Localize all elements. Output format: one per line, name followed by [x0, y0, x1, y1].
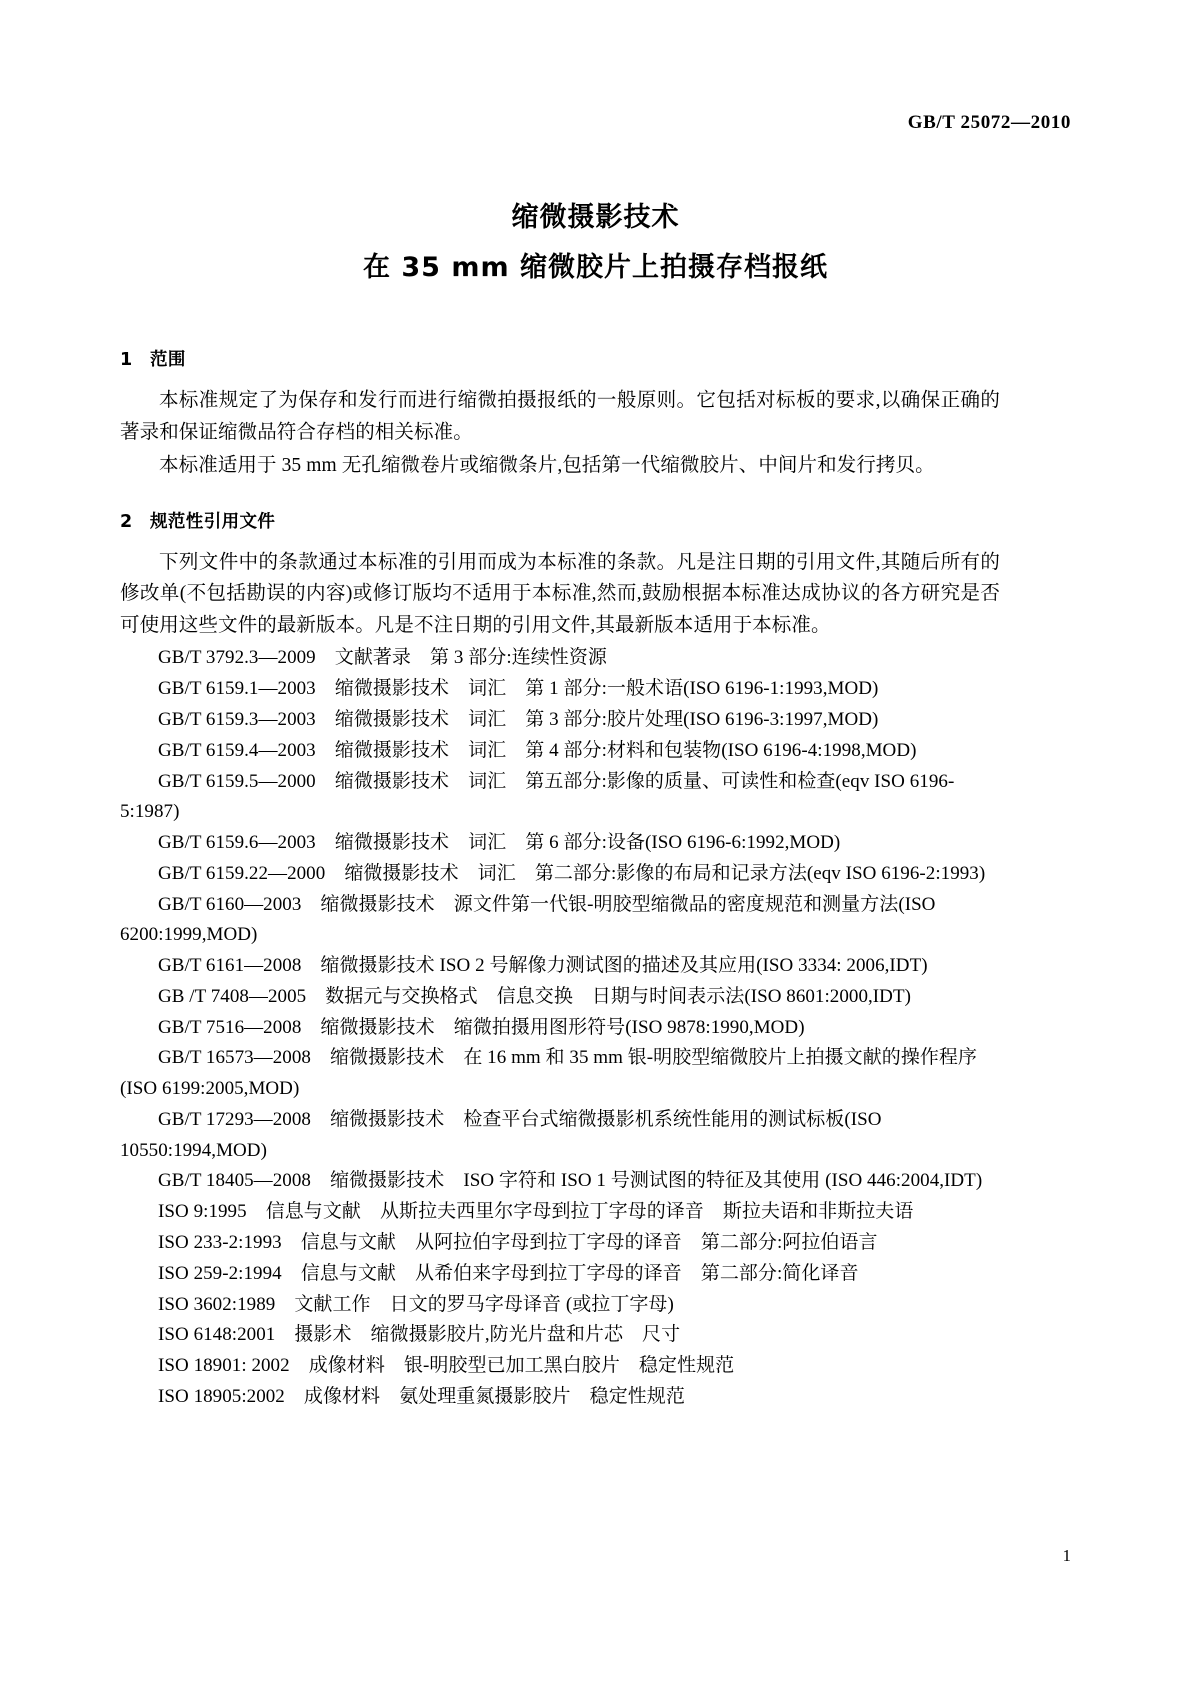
section-heading-1 [120, 346, 1000, 371]
list-item: GB/T 16573—2008 缩微摄影技术 在 16 mm 和 35 mm 银-明胶型缩微胶片上拍摄文献的操作程序(ISO 6199:2005,MOD) [120, 1047, 978, 1100]
standard-number: GB/T 25072—2010 [907, 112, 1071, 133]
list-item: GB/T 6159.5—2000 缩微摄影技术 词汇 第五部分:影像的质量、可读性和检查(eqv ISO 6196-5:1987) [120, 770, 955, 823]
list-item: ISO 6148:2001 摄影术 缩微摄影胶片,防光片盘和片芯 尺寸 [158, 1324, 681, 1346]
section-title-1: 范围 [150, 350, 186, 370]
list-item: ISO 9:1995 信息与文献 从斯拉夫西里尔字母到拉丁字母的译音 斯拉夫语和非斯拉夫语 [158, 1201, 914, 1223]
list-item: GB/T 3792.3—2009 文献著录 第 3 部分:连续性资源 [158, 647, 607, 669]
section-number-2: 2 [120, 511, 133, 532]
list-item: GB/T 6161—2008 缩微摄影技术 ISO 2 号解像力测试图的描述及其应用(ISO 3334: 2006,IDT) [158, 955, 928, 977]
list-item: GB/T 7516—2008 缩微摄影技术 缩微拍摄用图形符号(ISO 9878:1990,MOD) [158, 1016, 805, 1038]
section-number-1: 1 [120, 350, 133, 370]
list-item: ISO 18905:2002 成像材料 氨处理重氮摄影胶片 稳定性规范 [158, 1385, 685, 1407]
document-title-line-1: 缩微摄影技术 [511, 202, 680, 233]
list-item: ISO 233-2:1993 信息与文献 从阿拉伯字母到拉丁字母的译音 第二部分:阿拉伯语言 [158, 1232, 878, 1254]
section-1-paragraph-2: 本标准适用于 35 mm 无孔缩微卷片或缩微条片,包括第一代缩微胶片、中间片和发行拷贝。 [159, 455, 935, 477]
list-item: GB/T 6159.4—2003 缩微摄影技术 词汇 第 4 部分:材料和包装物(ISO 6196-4:1998,MOD) [158, 739, 917, 761]
section-1-paragraph-1: 本标准规定了为保存和发行而进行缩微拍摄报纸的一般原则。它包括对标板的要求,以确保正确的著录和保证缩微品符合存档的相关标准。 [120, 390, 1000, 443]
list-item: GB/T 6159.3—2003 缩微摄影技术 词汇 第 3 部分:胶片处理(ISO 6196-3:1997,MOD) [158, 709, 879, 730]
section-heading-2 [120, 508, 1000, 533]
document-title-line-2: 在 35 mm 缩微胶片上拍摄存档报纸 [362, 251, 829, 283]
list-item: GB/T 6159.22—2000 缩微摄影技术 词汇 第二部分:影像的布局和记录方法(eqv ISO 6196-2:1993) [158, 862, 986, 884]
list-item: ISO 259-2:1994 信息与文献 从希伯来字母到拉丁字母的译音 第二部分:简化译音 [158, 1262, 859, 1284]
section-title-2: 规范性引用文件 [150, 511, 276, 532]
section-2-paragraph-1: 下列文件中的条款通过本标准的引用而成为本标准的条款。凡是注日期的引用文件,其随后所有的修改单(不包括勘误的内容)或修订版均不适用于本标准,然而,鼓励根据本标准达成协议的各方研究是否可使用这些文件的最新版本。凡是不注日期的引用文件,其最新版本适用于本标准。 [120, 551, 1001, 636]
list-item: GB /T 7408—2005 数据元与交换格式 信息交换 日期与时间表示法(ISO 8601:2000,IDT) [158, 985, 911, 1007]
list-item: ISO 3602:1989 文献工作 日文的罗马字母译音 (或拉丁字母) [158, 1293, 674, 1315]
running-header [120, 112, 1071, 140]
list-item: GB/T 17293—2008 缩微摄影技术 检查平台式缩微摄影机系统性能用的测试标板(ISO 10550:1994,MOD) [120, 1108, 882, 1161]
list-item: ISO 18901: 2002 成像材料 银-明胶型已加工黑白胶片 稳定性规范 [158, 1355, 735, 1377]
page-number: 1 [1062, 1546, 1071, 1565]
document-title-block [120, 198, 1071, 288]
list-item: GB/T 6160—2003 缩微摄影技术 源文件第一代银-明胶型缩微品的密度规范和测量方法(ISO 6200:1999,MOD) [120, 893, 936, 946]
normative-reference-list [120, 643, 1000, 1412]
list-item: GB/T 6159.1—2003 缩微摄影技术 词汇 第 1 部分:一般术语(ISO 6196-1:1993,MOD) [158, 678, 879, 700]
list-item: GB/T 6159.6—2003 缩微摄影技术 词汇 第 6 部分:设备(ISO 6196-6:1992,MOD) [158, 832, 841, 854]
document-body [120, 346, 1000, 1413]
list-item: GB/T 18405—2008 缩微摄影技术 ISO 字符和 ISO 1 号测试图的特征及其使用 (ISO 446:2004,IDT) [158, 1170, 983, 1192]
